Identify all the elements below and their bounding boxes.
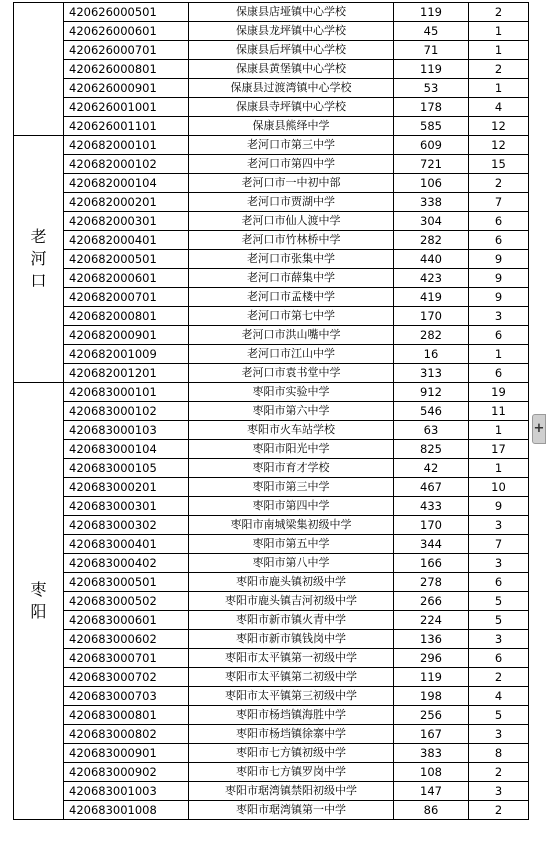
school-code-cell: 420683000902 [64, 763, 189, 782]
student-count-cell: 16 [394, 345, 469, 364]
table-row [14, 22, 529, 41]
student-count-cell: 119 [394, 60, 469, 79]
student-count-cell: 304 [394, 212, 469, 231]
school-name-cell: 老河口市袁书堂中学 [189, 364, 394, 383]
school-code-cell: 420683000601 [64, 611, 189, 630]
class-count-cell: 15 [469, 155, 529, 174]
student-count-cell: 147 [394, 782, 469, 801]
school-name-cell: 枣阳市七方镇罗岗中学 [189, 763, 394, 782]
class-count-cell: 1 [469, 421, 529, 440]
student-count-cell: 383 [394, 744, 469, 763]
school-code-cell: 420682001201 [64, 364, 189, 383]
school-name-cell: 老河口市洪山嘴中学 [189, 326, 394, 345]
student-count-cell: 282 [394, 231, 469, 250]
table-row [14, 288, 529, 307]
student-count-cell: 419 [394, 288, 469, 307]
table-row [14, 478, 529, 497]
school-name-cell: 保康县寺坪镇中心学校 [189, 98, 394, 117]
school-code-cell: 420626000801 [64, 60, 189, 79]
school-code-cell: 420682000901 [64, 326, 189, 345]
table-row [14, 516, 529, 535]
student-count-cell: 278 [394, 573, 469, 592]
region-label: 老河口 [30, 227, 47, 290]
school-name-cell: 枣阳市第三中学 [189, 478, 394, 497]
plus-icon: + [533, 421, 545, 436]
table-row [14, 41, 529, 60]
class-count-cell: 5 [469, 592, 529, 611]
school-name-cell: 枣阳市琚湾镇禁阳初级中学 [189, 782, 394, 801]
class-count-cell: 4 [469, 98, 529, 117]
table-row [14, 744, 529, 763]
school-enrollment-table-sheet [13, 2, 528, 854]
student-count-cell: 825 [394, 440, 469, 459]
school-code-cell: 420683000502 [64, 592, 189, 611]
class-count-cell: 6 [469, 231, 529, 250]
student-count-cell: 42 [394, 459, 469, 478]
school-code-cell: 420682000701 [64, 288, 189, 307]
class-count-cell: 9 [469, 269, 529, 288]
table-row [14, 364, 529, 383]
class-count-cell: 3 [469, 554, 529, 573]
school-name-cell: 保康县过渡湾镇中心学校 [189, 79, 394, 98]
school-name-cell: 枣阳市太平镇第二初级中学 [189, 668, 394, 687]
class-count-cell: 10 [469, 478, 529, 497]
school-name-cell: 老河口市薛集中学 [189, 269, 394, 288]
table-row [14, 383, 529, 402]
school-code-cell: 420683000301 [64, 497, 189, 516]
table-row [14, 687, 529, 706]
school-code-cell: 420682001009 [64, 345, 189, 364]
school-code-cell: 420683000703 [64, 687, 189, 706]
school-code-cell: 420626000601 [64, 22, 189, 41]
school-name-cell: 老河口市孟楼中学 [189, 288, 394, 307]
student-count-cell: 344 [394, 535, 469, 554]
class-count-cell: 12 [469, 117, 529, 136]
class-count-cell: 3 [469, 725, 529, 744]
student-count-cell: 338 [394, 193, 469, 212]
table-row [14, 782, 529, 801]
school-name-cell: 枣阳市第八中学 [189, 554, 394, 573]
table-row [14, 212, 529, 231]
school-code-cell: 420682000501 [64, 250, 189, 269]
school-code-cell: 420683000401 [64, 535, 189, 554]
school-name-cell: 枣阳市育才学校 [189, 459, 394, 478]
region-cell [14, 383, 64, 820]
school-name-cell: 老河口市第四中学 [189, 155, 394, 174]
school-name-cell: 枣阳市太平镇第一初级中学 [189, 649, 394, 668]
table-row [14, 174, 529, 193]
class-count-cell: 8 [469, 744, 529, 763]
class-count-cell: 5 [469, 611, 529, 630]
student-count-cell: 440 [394, 250, 469, 269]
table-row [14, 3, 529, 22]
school-code-cell: 420683000701 [64, 649, 189, 668]
student-count-cell: 119 [394, 3, 469, 22]
school-code-cell: 420682000301 [64, 212, 189, 231]
school-code-cell: 420683000602 [64, 630, 189, 649]
school-name-cell: 老河口市张集中学 [189, 250, 394, 269]
class-count-cell: 4 [469, 687, 529, 706]
school-name-cell: 枣阳市火车站学校 [189, 421, 394, 440]
school-code-cell: 420626001101 [64, 117, 189, 136]
class-count-cell: 1 [469, 41, 529, 60]
school-code-cell: 420682000801 [64, 307, 189, 326]
table-row [14, 801, 529, 820]
table-row [14, 79, 529, 98]
class-count-cell: 3 [469, 307, 529, 326]
class-count-cell: 7 [469, 193, 529, 212]
table-row [14, 136, 529, 155]
school-code-cell: 420683000104 [64, 440, 189, 459]
school-name-cell: 枣阳市阳光中学 [189, 440, 394, 459]
table-row [14, 611, 529, 630]
class-count-cell: 1 [469, 345, 529, 364]
student-count-cell: 467 [394, 478, 469, 497]
student-count-cell: 166 [394, 554, 469, 573]
table-row [14, 554, 529, 573]
student-count-cell: 721 [394, 155, 469, 174]
class-count-cell: 2 [469, 174, 529, 193]
table-row [14, 535, 529, 554]
student-count-cell: 53 [394, 79, 469, 98]
class-count-cell: 2 [469, 3, 529, 22]
table-row [14, 307, 529, 326]
class-count-cell: 2 [469, 801, 529, 820]
class-count-cell: 2 [469, 763, 529, 782]
school-code-cell: 420683000702 [64, 668, 189, 687]
student-count-cell: 119 [394, 668, 469, 687]
table-row [14, 60, 529, 79]
student-count-cell: 609 [394, 136, 469, 155]
school-code-cell: 420682000601 [64, 269, 189, 288]
school-name-cell: 保康县熊绎中学 [189, 117, 394, 136]
school-code-cell: 420683001003 [64, 782, 189, 801]
student-count-cell: 433 [394, 497, 469, 516]
student-count-cell: 178 [394, 98, 469, 117]
class-count-cell: 6 [469, 212, 529, 231]
school-name-cell: 保康县黄堡镇中心学校 [189, 60, 394, 79]
student-count-cell: 71 [394, 41, 469, 60]
class-count-cell: 6 [469, 573, 529, 592]
table-row [14, 763, 529, 782]
table-row [14, 630, 529, 649]
table-row [14, 649, 529, 668]
school-code-cell: 420626001001 [64, 98, 189, 117]
region-label: 枣阳 [30, 580, 47, 621]
school-code-cell: 420626000501 [64, 3, 189, 22]
school-name-cell: 枣阳市杨垱镇海胜中学 [189, 706, 394, 725]
table-row [14, 459, 529, 478]
student-count-cell: 167 [394, 725, 469, 744]
class-count-cell: 9 [469, 250, 529, 269]
school-name-cell: 枣阳市新市镇火青中学 [189, 611, 394, 630]
school-name-cell: 老河口市江山中学 [189, 345, 394, 364]
school-code-cell: 420683000302 [64, 516, 189, 535]
class-count-cell: 3 [469, 630, 529, 649]
table-row [14, 421, 529, 440]
student-count-cell: 546 [394, 402, 469, 421]
school-name-cell: 枣阳市鹿头镇初级中学 [189, 573, 394, 592]
school-code-cell: 420626000701 [64, 41, 189, 60]
student-count-cell: 224 [394, 611, 469, 630]
school-code-cell: 420683001008 [64, 801, 189, 820]
school-name-cell: 保康县店垭镇中心学校 [189, 3, 394, 22]
school-name-cell: 枣阳市第六中学 [189, 402, 394, 421]
school-name-cell: 枣阳市鹿头镇吉河初级中学 [189, 592, 394, 611]
school-code-cell: 420683000105 [64, 459, 189, 478]
school-name-cell: 老河口市竹林桥中学 [189, 231, 394, 250]
school-name-cell: 老河口市仙人渡中学 [189, 212, 394, 231]
table-row [14, 98, 529, 117]
student-count-cell: 296 [394, 649, 469, 668]
school-name-cell: 枣阳市七方镇初级中学 [189, 744, 394, 763]
school-name-cell: 老河口市第七中学 [189, 307, 394, 326]
school-name-cell: 枣阳市琚湾镇第一中学 [189, 801, 394, 820]
table-row [14, 345, 529, 364]
student-count-cell: 170 [394, 516, 469, 535]
student-count-cell: 256 [394, 706, 469, 725]
school-name-cell: 老河口市一中初中部 [189, 174, 394, 193]
school-name-cell: 枣阳市第四中学 [189, 497, 394, 516]
school-code-cell: 420683000802 [64, 725, 189, 744]
class-count-cell: 6 [469, 364, 529, 383]
school-code-cell: 420683000901 [64, 744, 189, 763]
school-code-cell: 420683000102 [64, 402, 189, 421]
table-row [14, 592, 529, 611]
student-count-cell: 108 [394, 763, 469, 782]
table-row [14, 326, 529, 345]
class-count-cell: 2 [469, 668, 529, 687]
table-body [14, 3, 529, 820]
class-count-cell: 6 [469, 326, 529, 345]
school-name-cell: 枣阳市杨垱镇徐寨中学 [189, 725, 394, 744]
school-code-cell: 420682000201 [64, 193, 189, 212]
class-count-cell: 3 [469, 516, 529, 535]
school-name-cell: 枣阳市新市镇钱岗中学 [189, 630, 394, 649]
student-count-cell: 106 [394, 174, 469, 193]
school-code-cell: 420682000101 [64, 136, 189, 155]
table-row [14, 725, 529, 744]
class-count-cell: 5 [469, 706, 529, 725]
school-code-cell: 420683000402 [64, 554, 189, 573]
school-name-cell: 保康县龙坪镇中心学校 [189, 22, 394, 41]
school-code-cell: 420683000501 [64, 573, 189, 592]
school-code-cell: 420626000901 [64, 79, 189, 98]
table-row [14, 250, 529, 269]
class-count-cell: 2 [469, 60, 529, 79]
class-count-cell: 17 [469, 440, 529, 459]
table-row [14, 573, 529, 592]
table-row [14, 193, 529, 212]
class-count-cell: 1 [469, 79, 529, 98]
region-cell [14, 136, 64, 383]
student-count-cell: 266 [394, 592, 469, 611]
table-row [14, 706, 529, 725]
school-code-cell: 420683000801 [64, 706, 189, 725]
region-cell [14, 3, 64, 136]
school-name-cell: 老河口市第三中学 [189, 136, 394, 155]
class-count-cell: 1 [469, 459, 529, 478]
class-count-cell: 11 [469, 402, 529, 421]
table-row [14, 269, 529, 288]
class-count-cell: 3 [469, 782, 529, 801]
school-name-cell: 枣阳市太平镇第三初级中学 [189, 687, 394, 706]
school-code-cell: 420683000101 [64, 383, 189, 402]
school-name-cell: 枣阳市南城梁集初级中学 [189, 516, 394, 535]
class-count-cell: 12 [469, 136, 529, 155]
school-code-cell: 420682000102 [64, 155, 189, 174]
school-code-cell: 420682000104 [64, 174, 189, 193]
student-count-cell: 45 [394, 22, 469, 41]
school-code-cell: 420682000401 [64, 231, 189, 250]
class-count-cell: 6 [469, 649, 529, 668]
student-count-cell: 912 [394, 383, 469, 402]
class-count-cell: 9 [469, 288, 529, 307]
student-count-cell: 63 [394, 421, 469, 440]
student-count-cell: 198 [394, 687, 469, 706]
student-count-cell: 313 [394, 364, 469, 383]
school-name-cell: 保康县后坪镇中心学校 [189, 41, 394, 60]
table-row [14, 231, 529, 250]
student-count-cell: 170 [394, 307, 469, 326]
student-count-cell: 282 [394, 326, 469, 345]
school-name-cell: 枣阳市实验中学 [189, 383, 394, 402]
student-count-cell: 423 [394, 269, 469, 288]
student-count-cell: 585 [394, 117, 469, 136]
class-count-cell: 9 [469, 497, 529, 516]
school-code-cell: 420683000201 [64, 478, 189, 497]
school-name-cell: 老河口市贾湖中学 [189, 193, 394, 212]
table-row [14, 117, 529, 136]
class-count-cell: 7 [469, 535, 529, 554]
table-row [14, 402, 529, 421]
class-count-cell: 19 [469, 383, 529, 402]
table-row [14, 497, 529, 516]
school-name-cell: 枣阳市第五中学 [189, 535, 394, 554]
student-count-cell: 136 [394, 630, 469, 649]
school-enrollment-table [13, 2, 529, 820]
class-count-cell: 1 [469, 22, 529, 41]
student-count-cell: 86 [394, 801, 469, 820]
table-row [14, 440, 529, 459]
table-row [14, 155, 529, 174]
table-row [14, 668, 529, 687]
expand-panel-handle[interactable] [532, 414, 546, 444]
school-code-cell: 420683000103 [64, 421, 189, 440]
